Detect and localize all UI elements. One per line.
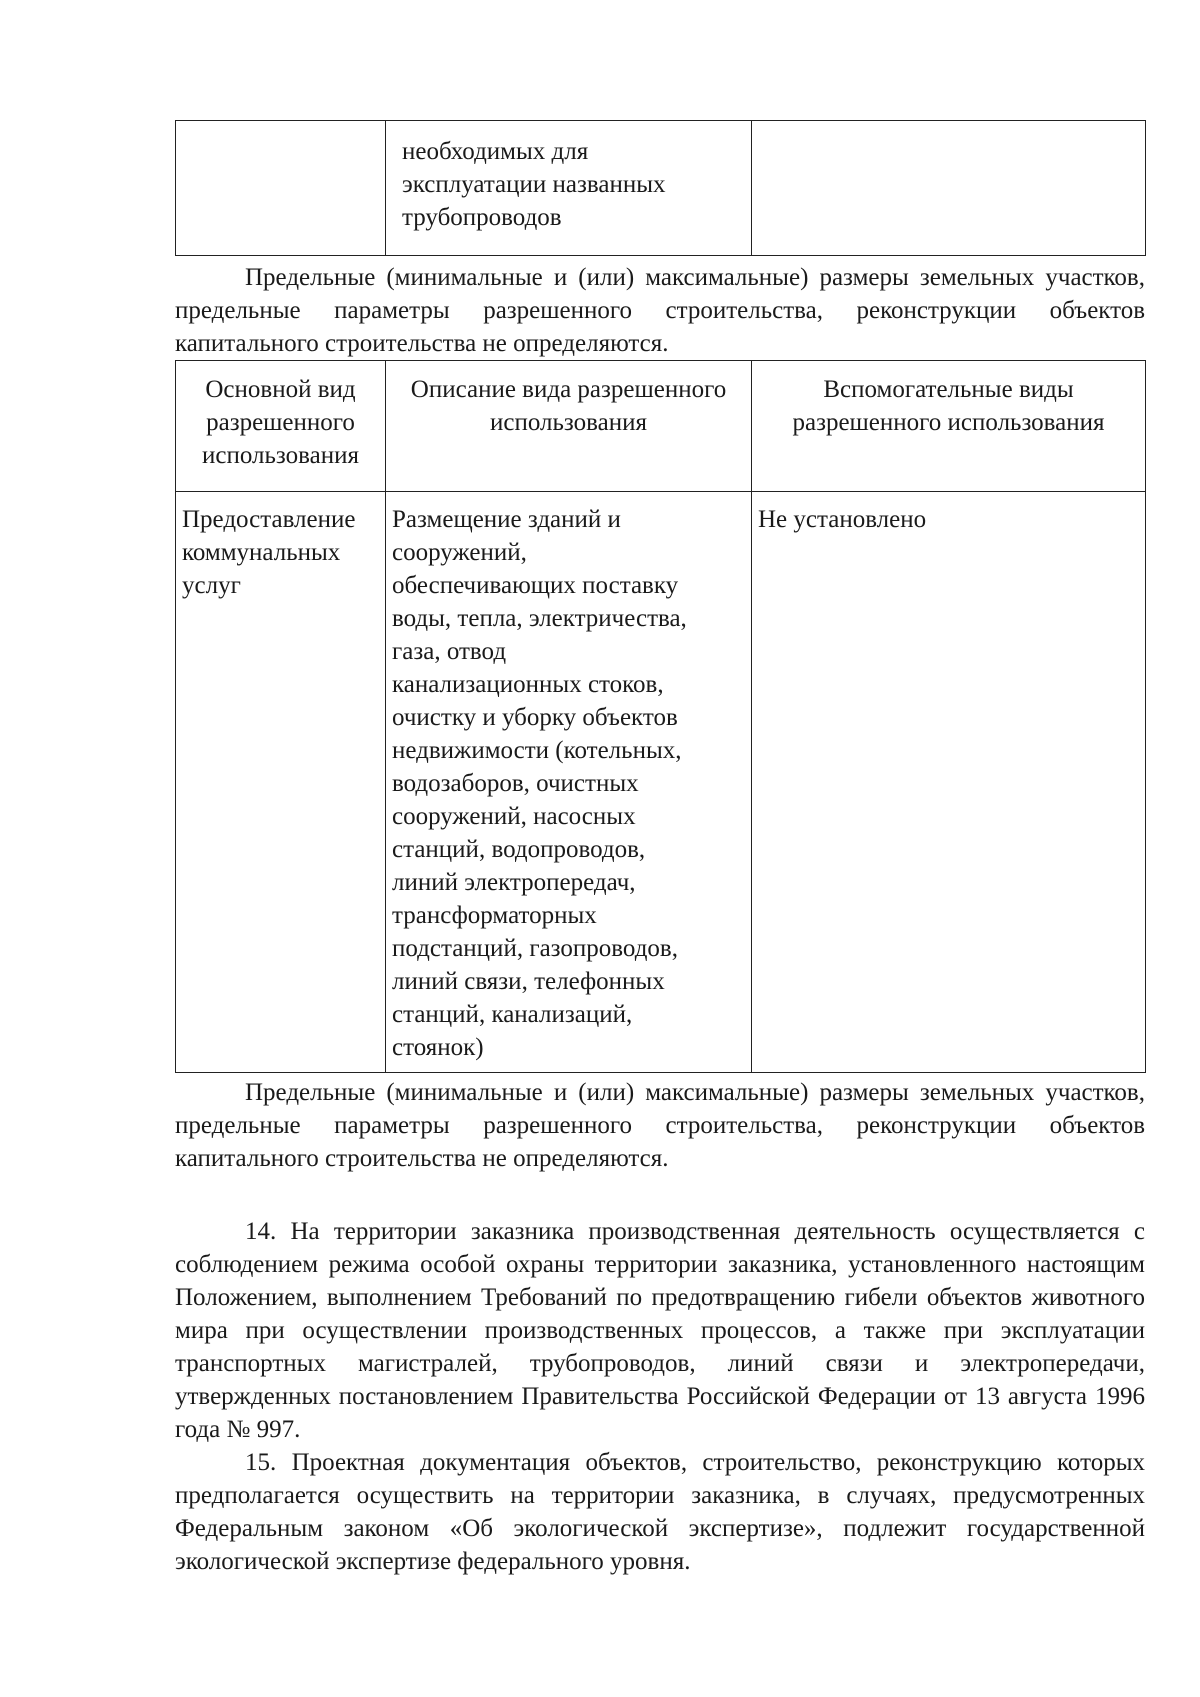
header-main-type: Основной вид разрешенного использования (176, 361, 386, 492)
permitted-use-table (175, 360, 1146, 1073)
cell-line: трубопроводов (402, 204, 562, 231)
table-cell-description (386, 121, 752, 256)
clause-14: 14. На территории заказника производственная деятельность осуществляется с соблюдением режима особой охраны территории заказника, установленного настоящим Положением, выполнением Требований по предотвращению гибели объектов животного мира при осуществлении производственных процессов, а также при эксплуатации транспортных магистралей, трубопроводов, линий связи и электропередачи, утвержденных постановлением Правительства Российской Федерации от 13 августа 1996 года № 997. (175, 1218, 1145, 1443)
cell-line: водозаборов, очистных (392, 770, 639, 797)
limits-paragraph: Предельные (минимальные и (или) максимальные) размеры земельных участков, предельные параметры разрешенного строительства, реконструкции объектов капитального строительства не определяются. (175, 1079, 1145, 1172)
cell-line: воды, тепла, электричества, (392, 605, 687, 632)
cell-line: станций, водопроводов, (392, 836, 646, 863)
cell-line: линий связи, телефонных (392, 968, 665, 995)
cell-line: подстанций, газопроводов, (392, 935, 678, 962)
clause-15: 15. Проектная документация объектов, строительство, реконструкцию которых предполагается осуществить на территории заказника, в случаях, предусмотренных Федеральным законом «Об экологической экспертизе», подлежит государственной экологической экспертизе федерального уровня. (175, 1449, 1145, 1575)
cell-auxiliary: Не установлено (752, 492, 1146, 1073)
table-cell-empty (752, 121, 1146, 256)
cell-description (386, 492, 752, 1073)
cell-line: станций, канализаций, (392, 1001, 633, 1028)
cell-line: Размещение зданий и (392, 506, 621, 533)
table-header-row (176, 361, 1146, 492)
cell-line: сооружений, насосных (392, 803, 636, 830)
cell-line: стоянок) (392, 1034, 484, 1061)
cell-line: линий электропередач, (392, 869, 636, 896)
document-page (175, 120, 1145, 1578)
cell-line: газа, отвод (392, 638, 507, 665)
cell-line: эксплуатации названных (402, 171, 666, 198)
cell-line: очистку и уборку объектов (392, 704, 678, 731)
cell-line: обеспечивающих поставку (392, 572, 679, 599)
cell-line: необходимых для (402, 138, 589, 165)
table-row (176, 492, 1146, 1073)
table-cell-empty (176, 121, 386, 256)
cell-line: недвижимости (котельных, (392, 737, 682, 764)
table-row (176, 121, 1146, 256)
cell-line: сооружений, (392, 539, 527, 566)
cell-line: канализационных стоков, (392, 671, 664, 698)
limits-paragraph: Предельные (минимальные и (или) максимальные) размеры земельных участков, предельные параметры разрешенного строительства, реконструкции объектов капитального строительства не определяются. (175, 264, 1145, 357)
cell-line: трансформаторных (392, 902, 597, 929)
header-description: Описание вида разрешенного использования (386, 361, 752, 492)
header-auxiliary: Вспомогательные виды разрешенного использования (752, 361, 1146, 492)
cell-main-type: Предоставление коммунальных услуг (176, 492, 386, 1073)
continuation-table (175, 120, 1146, 256)
